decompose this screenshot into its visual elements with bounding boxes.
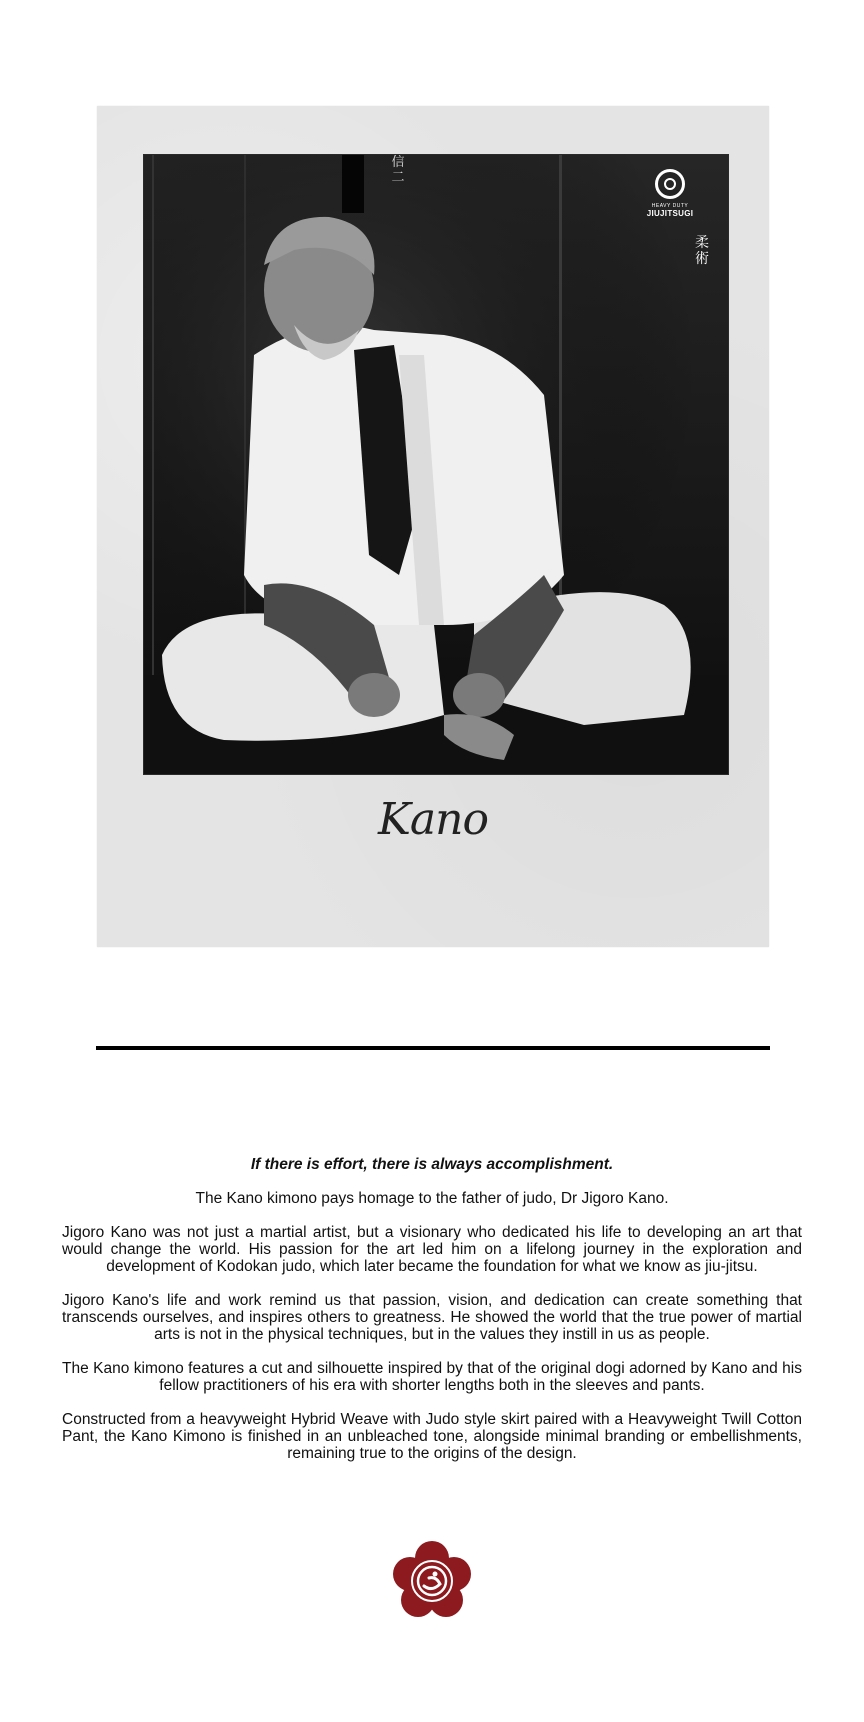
brand-mark [640, 169, 700, 219]
kano-quote: If there is effort, there is always accomplishment. [250, 1156, 614, 1173]
kano-poster [97, 106, 769, 947]
intro-paragraph: The Kano kimono pays homage to the father of judo, Dr Jigoro Kano. [195, 1190, 669, 1207]
paragraph-legacy: Jigoro Kano's life and work remind us that passion, vision, and dedication can create something that transcends ourselves, and inspires others to greatness. He showed the world that the true power of martial arts is not in the physical techniques, but in the values they instill in us as people. [62, 1292, 802, 1343]
brand-tagline: HEAVY DUTY [651, 203, 689, 209]
paragraph-cut: The Kano kimono features a cut and silhouette inspired by that of the original dogi adorned by Kano and his fellow practitioners of his era with shorter lengths both in the sleeves and pants. [62, 1360, 802, 1394]
seated-judoka-illustration [144, 155, 728, 774]
paragraph-construction: Constructed from a heavyweight Hybrid Weave with Judo style skirt paired with a Heavyweight Twill Cotton Pant, the Kano Kimono is finished in an unbleached tone, alongside minimal branding or embellishments, remaining true to the origins of the design. [62, 1411, 802, 1462]
kanji-jujutsu-label: 柔術 [695, 235, 709, 267]
paragraph-visionary: Jigoro Kano was not just a martial artist, but a visionary who dedicated his life to developing an art that would change the world. His passion for the art led him on a lifelong journey in the exploration and development of Kodokan judo, which later became the foundation for what we know as jiu-jitsu. [62, 1224, 802, 1275]
kano-photo [143, 154, 729, 775]
section-divider [96, 1046, 770, 1050]
brand-name: JIUJITSUGI [646, 209, 694, 218]
jiujitsugi-circle-logo-icon [655, 169, 685, 199]
kanji-top-label: 信二 [391, 155, 405, 185]
kano-signature: Kano [378, 794, 488, 845]
product-description [62, 1156, 802, 1479]
jiujitsugi-crest-logo-icon [391, 1540, 473, 1622]
